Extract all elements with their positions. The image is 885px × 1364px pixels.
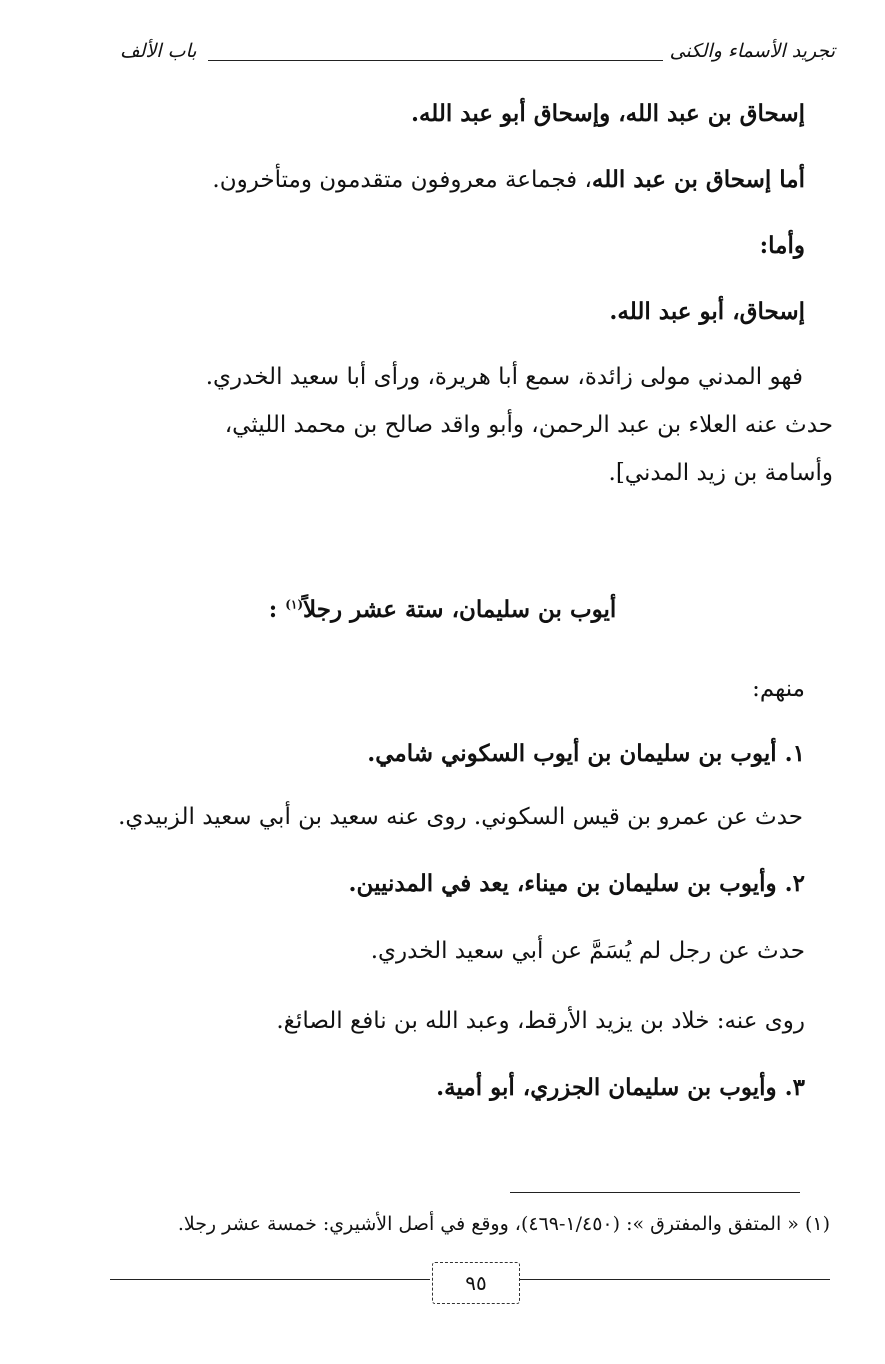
body-line-7: وأسامة بن زيد المدني]. xyxy=(608,460,833,486)
running-header xyxy=(120,40,835,80)
section-intro: منهم: xyxy=(752,676,805,702)
body-line-6: حدث عنه العلاء بن عبد الرحمن، وأبو واقد صالح بن محمد الليثي، xyxy=(224,412,833,438)
section-heading-text: أيوب بن سليمان، ستة عشر رجلاً xyxy=(303,596,617,623)
body-line-2 xyxy=(212,166,805,195)
body-line-3: وأما: xyxy=(759,232,805,259)
section-heading xyxy=(0,596,885,623)
folio-rule-left xyxy=(110,1279,430,1280)
entry-1-title: ١. أيوب بن سليمان بن أيوب السكوني شامي. xyxy=(367,740,805,767)
body-line-1: إسحاق بن عبد الله، وإسحاق أبو عبد الله. xyxy=(410,100,805,127)
footnote-ref-marker: (١) xyxy=(285,597,304,612)
running-header-chapter: باب الألف xyxy=(120,40,197,62)
entry-2-title: ٢. وأيوب بن سليمان بن ميناء، يعد في المدنيين. xyxy=(348,870,805,897)
footnote: (١) « المتفق والمفترق »: (١/٤٥٠-٤٦٩)، ووقع في أصل الأشيري: خمسة عشر رجلا. xyxy=(177,1213,830,1235)
running-header-book-title: تجريد الأسماء والكنى xyxy=(669,40,835,62)
entry-2-text-2: روى عنه: خلاد بن يزيد الأرقط، وعبد الله بن نافع الصائغ. xyxy=(276,1008,805,1034)
entry-1-text: حدث عن عمرو بن قيس السكوني. روى عنه سعيد بن أبي سعيد الزبيدي. xyxy=(118,804,803,830)
entry-3-title: ٣. وأيوب بن سليمان الجزري، أبو أمية. xyxy=(436,1074,805,1101)
header-rule xyxy=(208,60,663,61)
footnote-separator xyxy=(510,1192,800,1193)
body-line-2-rest: ، فجماعة معروفون متقدمون ومتأخرون. xyxy=(212,167,592,193)
body-line-5: فهو المدني مولى زائدة، سمع أبا هريرة، ورأى أبا سعيد الخدري. xyxy=(205,364,803,390)
entry-2-text-1: حدث عن رجل لم يُسَمَّ عن أبي سعيد الخدري. xyxy=(370,938,805,964)
body-line-4: إسحاق، أبو عبد الله. xyxy=(609,298,805,325)
section-heading-end: : xyxy=(268,596,286,623)
page-number: ٩٥ xyxy=(432,1262,520,1304)
body-line-2-bold: أما إسحاق بن عبد الله xyxy=(591,166,805,193)
folio-rule-right xyxy=(520,1279,830,1280)
